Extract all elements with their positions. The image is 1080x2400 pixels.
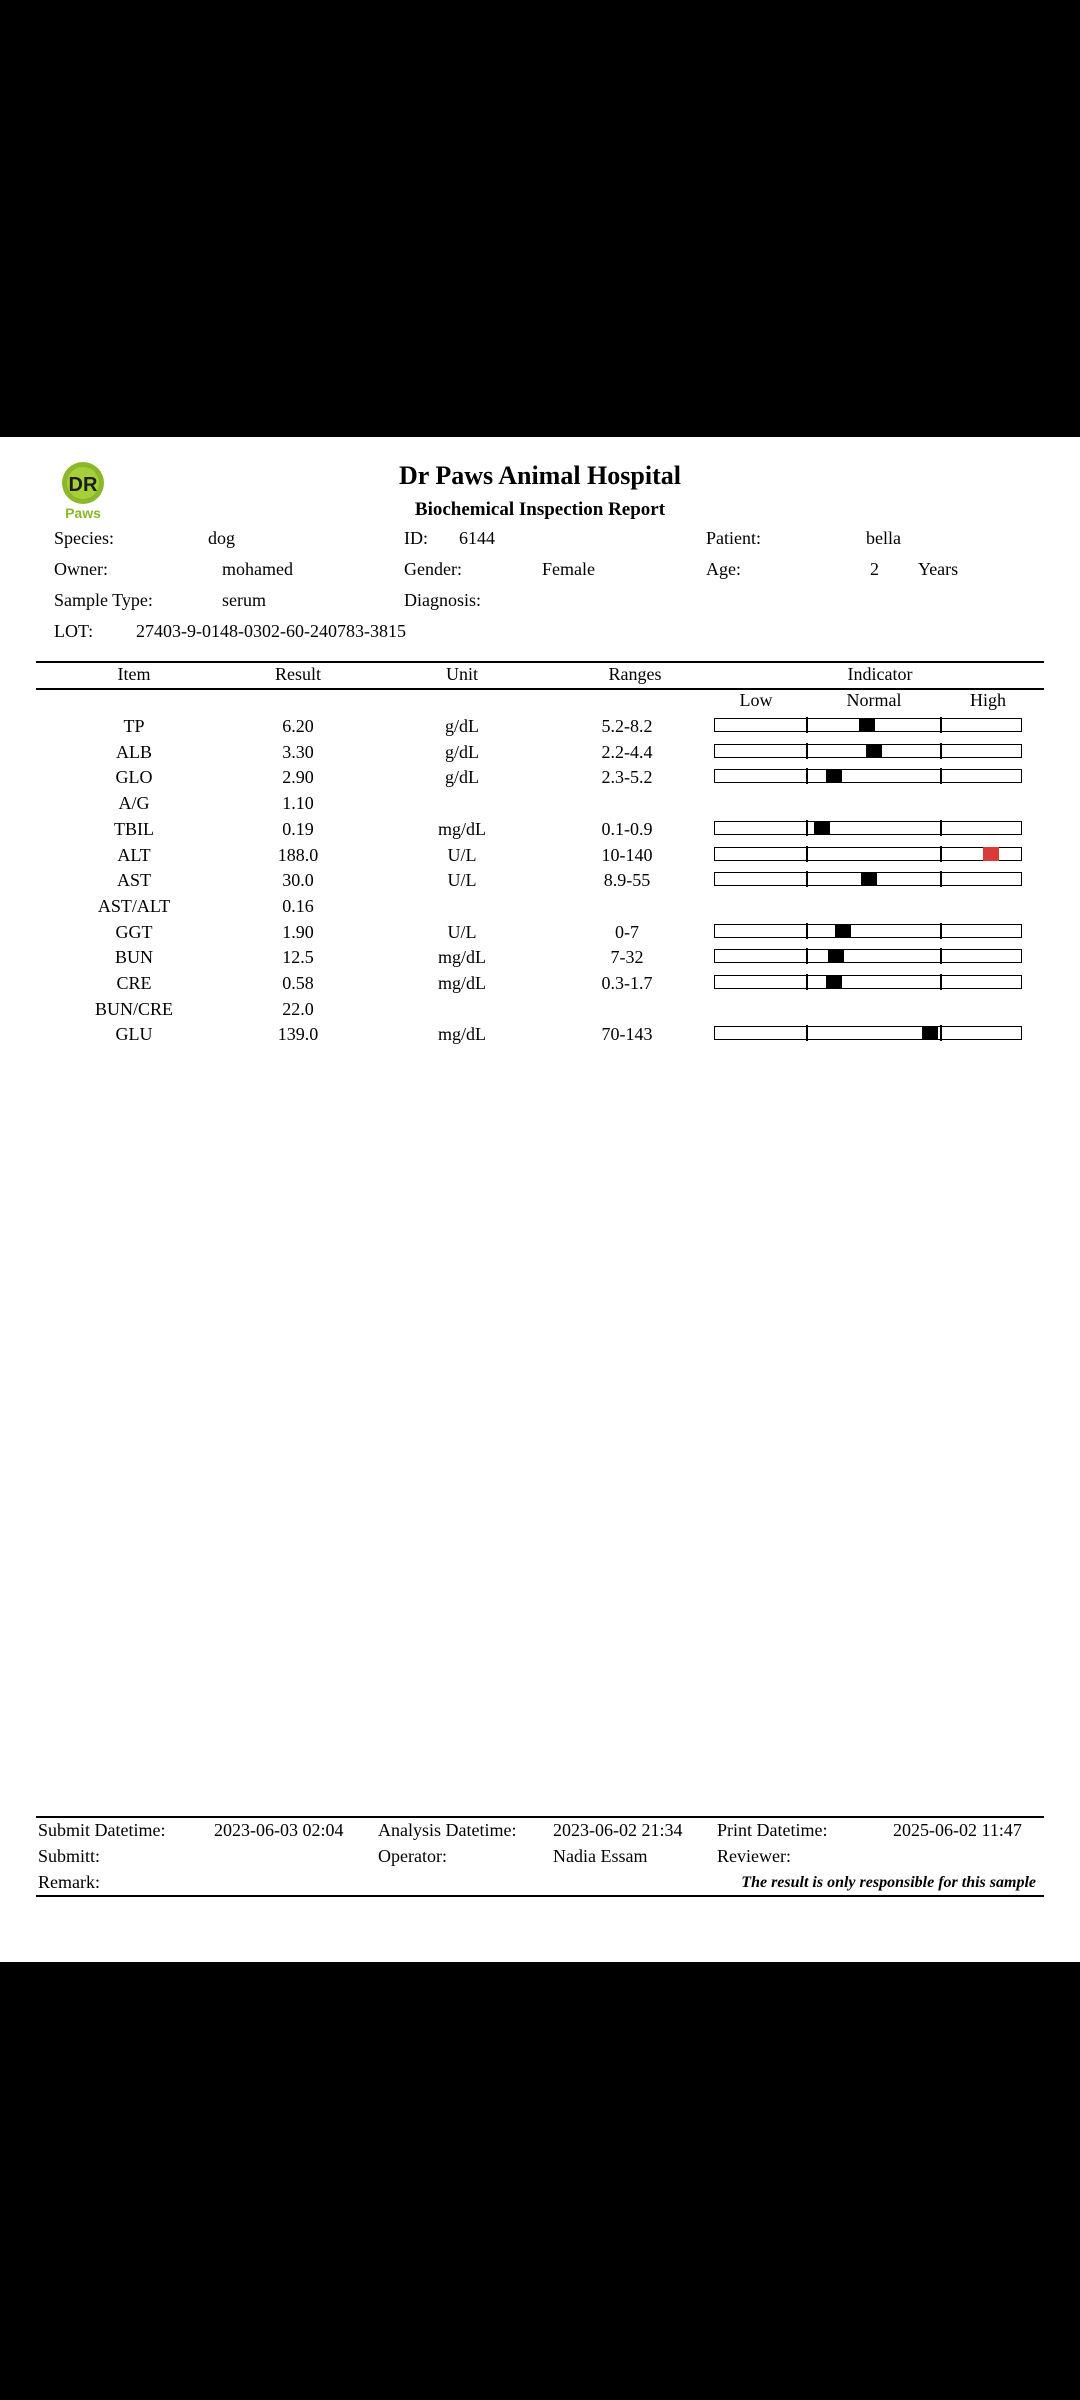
low-threshold-tick — [806, 1025, 808, 1041]
species-label: Species: — [54, 528, 114, 548]
row-item: GLO — [115, 767, 153, 788]
operator-label: Operator: — [378, 1846, 447, 1866]
operator-value: Nadia Essam — [553, 1846, 648, 1866]
row-item: A/G — [118, 793, 150, 814]
high-threshold-tick — [940, 923, 942, 939]
row-item: BUN — [114, 947, 153, 968]
row-range: 2.2-4.4 — [601, 741, 653, 762]
table-row — [0, 999, 1080, 1023]
submit-datetime-label: Submit Datetime: — [38, 1820, 166, 1840]
table-row — [0, 973, 1080, 997]
high-threshold-tick — [940, 1025, 942, 1041]
row-range: 2.3-5.2 — [601, 767, 653, 788]
low-threshold-tick — [806, 717, 808, 733]
value-marker — [866, 744, 882, 758]
remark-label: Remark: — [38, 1872, 100, 1892]
row-unit: mg/dL — [438, 1024, 486, 1045]
indicator-normal-label: Normal — [846, 690, 902, 710]
table-row — [0, 793, 1080, 817]
low-threshold-tick — [806, 820, 808, 836]
row-item: GGT — [115, 921, 153, 942]
row-result: 0.19 — [282, 818, 314, 839]
value-marker — [835, 924, 851, 938]
table-row — [0, 896, 1080, 920]
row-unit: mg/dL — [438, 818, 486, 839]
indicator-bar — [714, 847, 1022, 861]
indicator-low-label: Low — [739, 690, 773, 710]
analysis-datetime-value: 2023-06-02 21:34 — [553, 1820, 683, 1840]
row-unit: g/dL — [445, 716, 479, 736]
age-label: Age: — [706, 559, 741, 579]
row-item: GLU — [115, 1024, 153, 1045]
footer-top-rule — [36, 1816, 1044, 1818]
row-unit: g/dL — [445, 741, 479, 762]
report-page — [0, 437, 1080, 1962]
table-row — [0, 767, 1080, 791]
row-result: 22.0 — [282, 998, 314, 1019]
id-value: 6144 — [459, 528, 495, 548]
table-top-rule — [36, 661, 1044, 663]
low-threshold-tick — [806, 948, 808, 964]
row-range: 5.2-8.2 — [601, 716, 653, 736]
high-threshold-tick — [940, 974, 942, 990]
patient-label: Patient: — [706, 528, 761, 548]
table-row — [0, 819, 1080, 843]
row-result: 6.20 — [282, 716, 314, 736]
table-row — [0, 716, 1080, 740]
submitter-label: Submitt: — [38, 1846, 101, 1866]
gender-label: Gender: — [404, 559, 462, 579]
row-result: 3.30 — [282, 741, 314, 762]
footer-bottom-rule — [36, 1895, 1044, 1897]
logo-initials: DR — [68, 474, 98, 496]
indicator-bar — [714, 769, 1022, 783]
owner-label: Owner: — [54, 559, 108, 579]
sample-type-label: Sample Type: — [54, 590, 153, 610]
header-item: Item — [117, 664, 151, 684]
patient-value: bella — [866, 528, 901, 548]
value-marker — [826, 975, 842, 989]
table-row — [0, 1024, 1080, 1048]
high-threshold-tick — [940, 743, 942, 759]
header-ranges: Ranges — [608, 664, 662, 684]
value-marker — [861, 872, 877, 886]
header-unit: Unit — [445, 664, 478, 684]
print-datetime-value: 2025-06-02 11:47 — [893, 1820, 1022, 1840]
sample-type-value: serum — [222, 590, 266, 610]
row-range: 0.1-0.9 — [601, 818, 653, 839]
indicator-bar — [714, 924, 1022, 938]
value-marker — [814, 821, 830, 835]
diagnosis-label: Diagnosis: — [404, 590, 482, 610]
row-result: 12.5 — [282, 947, 314, 968]
table-row — [0, 870, 1080, 894]
table-row — [0, 947, 1080, 971]
row-unit: U/L — [447, 921, 477, 942]
indicator-high-label: High — [970, 690, 1006, 710]
id-label: ID: — [404, 528, 428, 548]
indicator-bar — [714, 949, 1022, 963]
header-indicator: Indicator — [847, 664, 913, 684]
high-value-marker — [983, 847, 999, 861]
logo-text: Paws — [65, 505, 101, 521]
submit-datetime-value: 2023-06-03 02:04 — [214, 1820, 344, 1840]
age-value: 2 — [870, 559, 879, 579]
table-row — [0, 742, 1080, 766]
indicator-bar — [714, 821, 1022, 835]
age-unit: Years — [918, 559, 959, 579]
row-result: 1.10 — [282, 793, 314, 814]
lot-value: 27403-9-0148-0302-60-240783-3815 — [136, 621, 406, 641]
row-result: 188.0 — [277, 844, 319, 865]
indicator-bar — [714, 1026, 1022, 1040]
row-item: TBIL — [114, 818, 154, 839]
value-marker — [826, 769, 842, 783]
row-range: 10-140 — [601, 844, 653, 865]
low-threshold-tick — [806, 743, 808, 759]
report-title: Biochemical Inspection Report — [414, 499, 666, 520]
high-threshold-tick — [940, 820, 942, 836]
row-item: ALB — [116, 741, 152, 762]
indicator-bar — [714, 744, 1022, 758]
row-range: 7-32 — [610, 947, 644, 968]
low-threshold-tick — [806, 871, 808, 887]
gender-value: Female — [542, 559, 595, 579]
high-threshold-tick — [940, 768, 942, 784]
row-item: CRE — [116, 973, 152, 993]
row-range: 70-143 — [601, 1024, 653, 1045]
high-threshold-tick — [940, 846, 942, 862]
table-row — [0, 922, 1080, 946]
lot-label: LOT: — [54, 621, 94, 641]
row-item: AST — [116, 870, 151, 891]
row-result: 139.0 — [277, 1024, 319, 1045]
low-threshold-tick — [806, 846, 808, 862]
species-value: dog — [208, 528, 235, 548]
high-threshold-tick — [940, 948, 942, 964]
owner-value: mohamed — [222, 559, 293, 579]
row-unit: mg/dL — [438, 973, 486, 993]
table-row — [0, 845, 1080, 869]
row-unit: U/L — [447, 844, 477, 865]
row-result: 30.0 — [282, 870, 314, 891]
disclaimer: The result is only responsible for this sample — [741, 1874, 1036, 1891]
row-unit: g/dL — [445, 767, 479, 788]
row-item: AST/ALT — [97, 895, 171, 916]
row-result: 0.16 — [282, 895, 314, 916]
high-threshold-tick — [940, 871, 942, 887]
high-threshold-tick — [940, 717, 942, 733]
low-threshold-tick — [806, 768, 808, 784]
indicator-bar — [714, 872, 1022, 886]
row-range: 0-7 — [615, 921, 639, 942]
row-result: 1.90 — [282, 921, 314, 942]
value-marker — [859, 718, 875, 732]
row-item: TP — [123, 716, 145, 736]
value-marker — [922, 1026, 938, 1040]
indicator-bar — [714, 975, 1022, 989]
row-item: ALT — [117, 844, 151, 865]
row-result: 0.58 — [282, 973, 314, 993]
reviewer-label: Reviewer: — [717, 1846, 791, 1866]
row-range: 8.9-55 — [603, 870, 651, 891]
header-result: Result — [274, 664, 321, 684]
row-unit: mg/dL — [438, 947, 486, 968]
indicator-bar — [714, 718, 1022, 732]
value-marker — [828, 949, 844, 963]
row-item: BUN/CRE — [94, 998, 173, 1019]
row-range: 0.3-1.7 — [601, 973, 653, 993]
row-unit: U/L — [447, 870, 477, 891]
low-threshold-tick — [806, 974, 808, 990]
hospital-name: Dr Paws Animal Hospital — [399, 461, 681, 490]
row-result: 2.90 — [282, 767, 314, 788]
low-threshold-tick — [806, 923, 808, 939]
analysis-datetime-label: Analysis Datetime: — [378, 1820, 517, 1840]
print-datetime-label: Print Datetime: — [717, 1820, 828, 1840]
